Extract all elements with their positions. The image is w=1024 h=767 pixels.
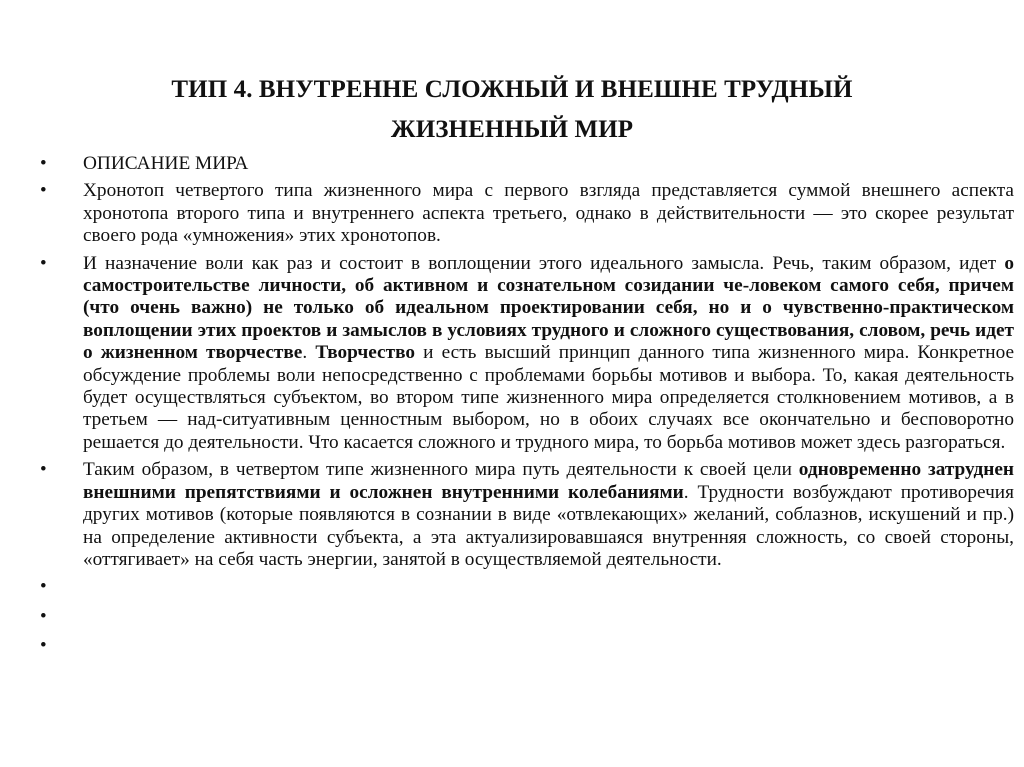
bullet-icon: • [40,605,47,627]
paragraph-2-bold-b: о самостроительстве личности, об активном и сознательном созидании че-ловеком самого себя, причем (что очень важно) не только об идеальном проектировании себя, но и о чувственно-практическом воплощении этих проектов и замыслов в условиях трудного и сложного существования, словом, речь идет о жизненном творчестве [83,252,1014,364]
bullet-icon: • [40,180,47,202]
list-item-heading [40,153,1014,175]
list-item [40,253,1014,455]
paragraph-2-text-c: . [302,342,316,364]
paragraph-2-text-e: и есть высший принцип данного типа жизненного мира. Конкретное обсуждение проблемы воли непосредственно с проблемами борьбы мотивов и выбора. То, какая деятельность будет осуществляться субъектом, во втором типе жизненного мира определяется столкновением мотивов, а в третьем — над-ситуативным ценностным выбором, но в обоих случаях все окончательно и бесповоротно решается до деятельности. Что касается сложного и трудного мира, то борьба мотивов может здесь разгораться. [83,342,1015,453]
title-line-1: ТИП 4. ВНУТРЕННЕ СЛОЖНЫЙ И ВНЕШНЕ ТРУДНЫЙ [171,76,853,103]
title-line-2: ЖИЗНЕННЫЙ МИР [390,116,634,143]
paragraph-2-bold-d: Творчество [315,342,416,364]
list-item-empty [40,635,1014,657]
paragraph-2-text-a: И назначение воли как раз и состоит в воплощении этого идеального замысла. Речь, таким образом, идет [83,252,1005,274]
list-item [40,180,1014,247]
paragraph-3-bold-b: одновременно затруднен внешними препятствиями и осложнен внутренними колебаниями [83,459,1014,503]
section-heading: ОПИСАНИЕ МИРА [83,153,249,174]
paragraph-3-text-c: . Трудности возбуждают противоречия других мотивов (которые появляются в сознании в виде «отвлекающих» желаний, соблазнов, искушений и пр.) на определение активности субъекта, а эта актуализировавшаяся внутренняя сложность, со своей стороны, «оттягивает» на себя часть энергии, занятой в осуществляемой деятельности. [83,481,1014,570]
list-item-empty [40,576,1014,598]
bullet-icon: • [40,576,47,598]
bullet-icon: • [40,459,47,481]
paragraph-3-text-a: Таким образом, в четвертом типе жизненного мира путь деятельности к своей цели [83,459,799,481]
bullet-list [40,153,1014,664]
slide-title [60,70,964,150]
list-item [40,459,1014,571]
bullet-icon: • [40,252,47,274]
paragraph-1: Хронотоп четвертого типа жизненного мира с первого взгляда представляется суммой внешнего аспекта хронотопа второго типа и внутреннего аспекта третьего, однако в действительности — это скорее результат своего рода «умножения» этих хронотопов. [83,180,1014,247]
bullet-icon: • [40,153,47,174]
bullet-icon: • [40,635,47,657]
list-item-empty [40,606,1014,628]
